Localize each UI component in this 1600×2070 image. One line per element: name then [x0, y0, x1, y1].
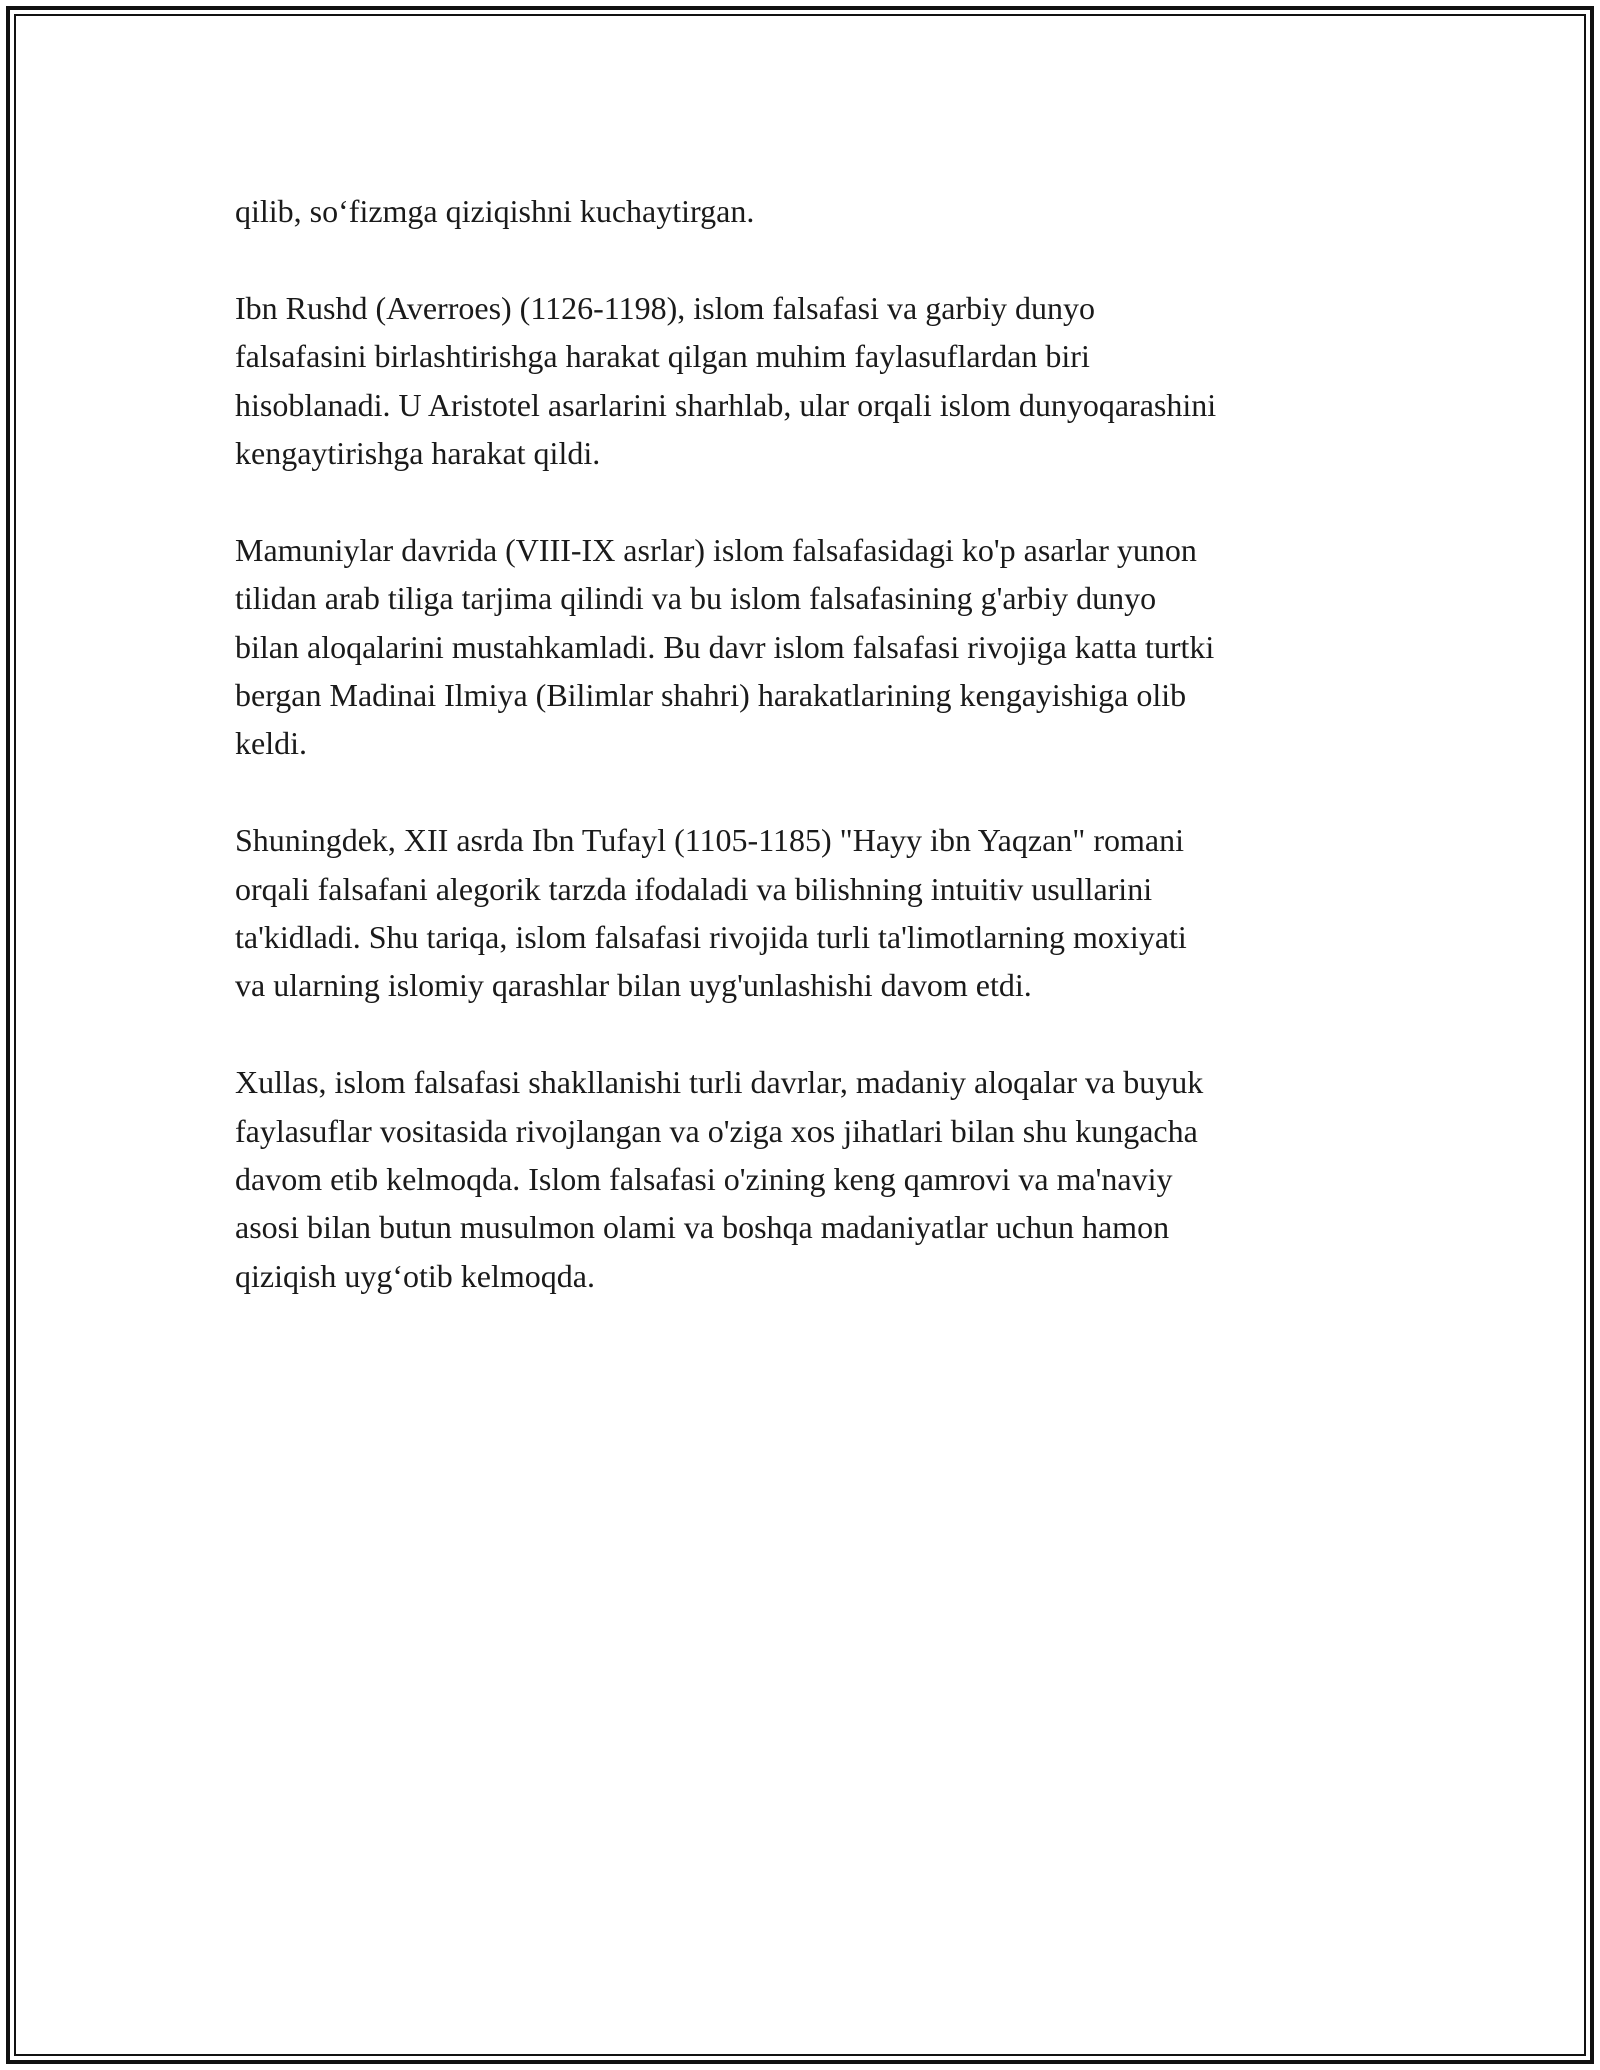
paragraph-conclusion: Xullas, islom falsafasi shakllanishi turli davrlar, madaniy aloqalar va buyuk faylasuflar vositasida rivojlangan va o'ziga xos jihatlari bilan shu kungacha davom etib kelmoqda. Islom falsafasi o'zining keng qamrovi va ma'naviy asosi bilan butun musulmon olami va boshqa madaniyatlar uchun hamon qiziqish uyg‘otib kelmoqda. [235, 1064, 1204, 1294]
paragraph-ibn-rushd: Ibn Rushd (Averroes) (1126-1198), islom falsafasi va garbiy dunyo falsafasini birlashtirishga harakat qilgan muhim faylasuflardan biri hisoblanadi. U Aristotel asarlarini sharhlab, ular orqali islom dunyoqarashini kengaytirishga harakat qildi. [235, 289, 1217, 472]
document-body [235, 187, 1415, 1349]
paragraph-ibn-tufayl: Shuningdek, XII asrda Ibn Tufayl (1105-1185) "Hayy ibn Yaqzan" romani orqali falsafani alegorik tarzda ifodaladi va bilishning intuitiv usullarini ta'kidladi. Shu tariqa, islom falsafasi rivojida turli ta'limotlarning moxiyati va ularning islomiy qarashlar bilan uyg'unlashishi davom etdi. [235, 822, 1187, 1004]
paragraph-mamuniylar: Mamuniylar davrida (VIII-IX asrlar) islom falsafasidagi ko'p asarlar yunon tilidan arab tiliga tarjima qilindi va bu islom falsafasining g'arbiy dunyo bilan aloqalarini mustahkamladi. Bu davr islom falsafasi rivojiga katta turtki bergan Madinai Ilmiya (Bilimlar shahri) harakatlarining kengayishiga olib keldi. [235, 531, 1215, 762]
paragraph-1: qilib, so‘fizmga qiziqishni kuchaytirgan. [235, 193, 755, 229]
